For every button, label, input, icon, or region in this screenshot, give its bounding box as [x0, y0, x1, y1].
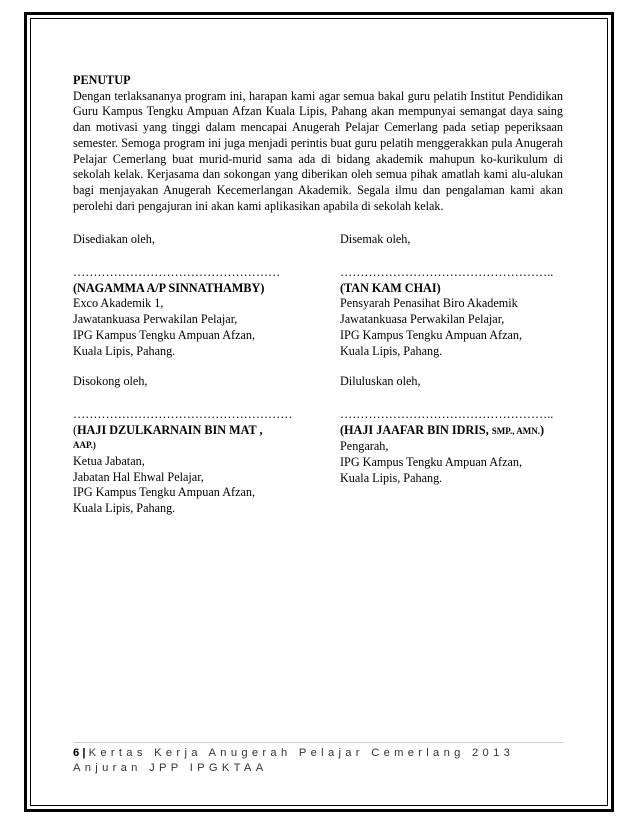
- approved-name-main: (HAJI JAAFAR BIN IDRIS,: [340, 422, 492, 437]
- supported-name-main: HAJI DZULKARNAIN BIN MAT ,: [77, 422, 263, 437]
- footer-title: Kertas Kerja Anugerah Pelajar Cemerlang 2013: [88, 747, 515, 759]
- supported-title-1: Ketua Jabatan,: [73, 454, 145, 469]
- supported-label: Disokong oleh,: [73, 374, 148, 389]
- document-content: [73, 73, 563, 517]
- footer-line-1: [73, 746, 563, 761]
- approved-title-1: Pengarah,: [340, 439, 389, 454]
- prepared-signature-line: ……………………………………………: [73, 265, 281, 280]
- supported-title-3: IPG Kampus Tengku Ampuan Afzan,: [73, 485, 256, 500]
- checked-name: (TAN KAM CHAI): [340, 280, 441, 295]
- supported-title-2: Jabatan Hal Ehwal Pelajar,: [73, 469, 204, 484]
- supported-title-4: Kuala Lipis, Pahang.: [73, 501, 176, 516]
- signature-supported: [73, 374, 340, 517]
- approved-title-3: Kuala Lipis, Pahang.: [340, 470, 443, 485]
- checked-label: Disemak oleh,: [340, 232, 411, 247]
- approved-signature-line: ……………………………………………..: [340, 406, 554, 421]
- checked-title-3: IPG Kampus Tengku Ampuan Afzan,: [340, 327, 523, 342]
- approved-name: [340, 423, 563, 440]
- supported-name-open: (: [73, 422, 78, 437]
- section-heading: PENUTUP: [73, 73, 131, 87]
- closing-paragraph: Dengan terlaksananya program ini, harapan kami agar semua bakal guru pelatih Institut Pendidikan Guru Kampus Tengku Ampuan Afzan Kuala Lipis, Pahang akan mempunyai semangat daya saing dan motivasi yang tinggi dalam mencapai Anugerah Pelajar Cemerlang pada setiap peperiksaan semester. Semoga program ini juga menjadi perintis buat guru pelatih menggerakkan pula Anugerah Pelajar Cemerlang buat murid-murid sama ada di bidang akademik mahupun ko-kurikulum di sekolah kelak. Kerjasama dan sokongan yang diberikan oleh semua pihak amatlah kami alu-alukan bagi menjayakan Anugerah Kecemerlangan Akademik. Segala ilmu dan pengalaman kami akan perolehi dari pengajuran ini akan kami aplikasikan apabila di sekolah kelak.: [73, 88, 563, 213]
- checked-title-4: Kuala Lipis, Pahang.: [340, 343, 443, 358]
- approved-title-2: IPG Kampus Tengku Ampuan Afzan,: [340, 455, 523, 470]
- prepared-title-3: IPG Kampus Tengku Ampuan Afzan,: [73, 327, 256, 342]
- prepared-title-2: Jawatankuasa Perwakilan Pelajar,: [73, 312, 238, 327]
- prepared-title-1: Exco Akademik 1,: [73, 296, 164, 311]
- supported-name-suffix: AAP.): [73, 440, 96, 451]
- footer-separator: |: [82, 747, 86, 759]
- checked-title-2: Jawatankuasa Perwakilan Pelajar,: [340, 312, 505, 327]
- page-number: 6: [73, 747, 80, 759]
- supported-name: [73, 423, 340, 439]
- signature-approved: [340, 374, 563, 517]
- prepared-label: Disediakan oleh,: [73, 232, 155, 247]
- checked-title-1: Pensyarah Penasihat Biro Akademik: [340, 296, 518, 311]
- approved-name-close: ): [539, 422, 545, 437]
- signature-row-1: [73, 232, 563, 359]
- prepared-name: (NAGAMMA A/P SINNATHAMBY): [73, 280, 265, 295]
- prepared-title-4: Kuala Lipis, Pahang.: [73, 343, 176, 358]
- signature-prepared: [73, 232, 340, 359]
- approved-name-suffix: SMP., AMN.: [491, 425, 540, 436]
- approved-label: Diluluskan oleh,: [340, 374, 421, 389]
- page-footer: [73, 742, 563, 776]
- checked-signature-line: ……………………………………………..: [340, 265, 554, 280]
- footer-line-2: Anjuran JPP IPGKTAA: [73, 762, 268, 774]
- supported-signature-line: ………………………………………………: [73, 406, 293, 421]
- signature-checked: [340, 232, 563, 359]
- signature-row-2: [73, 374, 563, 517]
